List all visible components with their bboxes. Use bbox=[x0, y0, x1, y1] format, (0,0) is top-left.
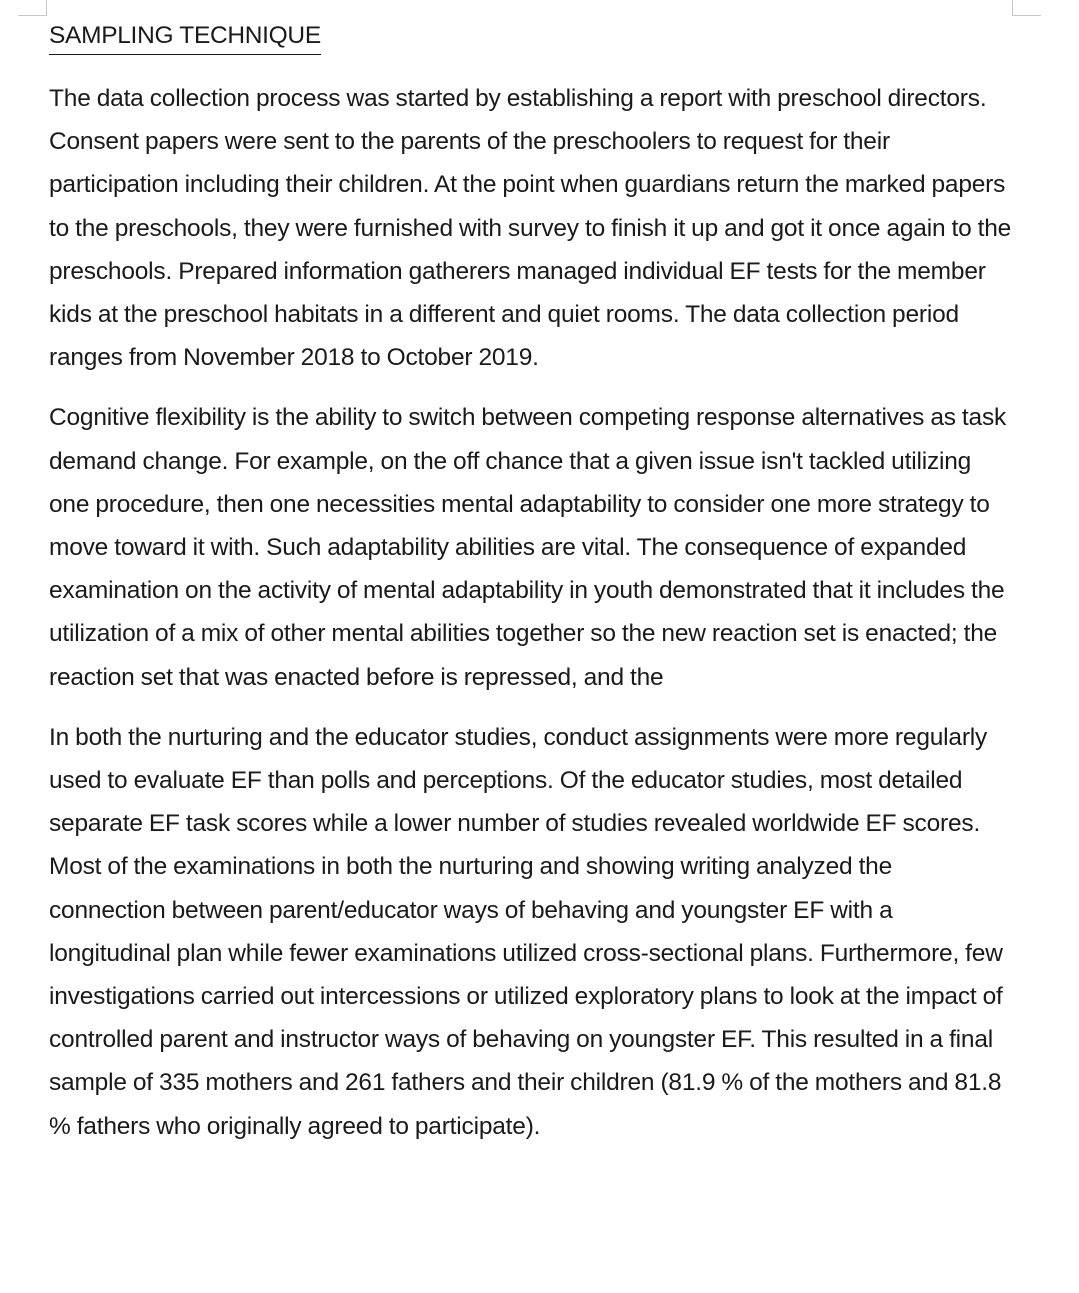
paragraph-cognitive-flexibility: Cognitive flexibility is the ability to switch between competing response alternatives as task demand change. For example, on the off chance that a given issue isn't tackled utilizing one procedure, then one necessities mental adaptability to consider one more strategy to move toward it with. Such adaptability abilities are vital. The consequence of expanded examination on the activity of mental adaptability in youth demonstrated that it includes the utilization of a mix of other mental abilities together so the new reaction set is enacted; the reaction set that was enacted before is repressed, and the bbox=[49, 404, 1007, 691]
paragraph-data-collection: The data collection process was started by establishing a report with preschool directors. Consent papers were sent to the parents of the preschoolers to request for their participation including their children. At the point when guardians return the marked papers to the preschools, they were furnished with survey to finish it up and got it once again to the preschools. Prepared information gatherers managed individual EF tests for the member kids at the preschool habitats in a different and quiet rooms. The data collection period ranges from November 2018 to October 2019. bbox=[49, 85, 1012, 372]
page-corner-mark-top-left bbox=[18, 0, 47, 16]
document-body bbox=[49, 18, 1019, 1165]
section-heading: SAMPLING TECHNIQUE bbox=[49, 18, 321, 55]
page-corner-mark-top-right bbox=[1012, 0, 1041, 16]
paragraph-studies-summary: In both the nurturing and the educator studies, conduct assignments were more regularly used to evaluate EF than polls and perceptions. Of the educator studies, most detailed separate EF task scores while a lower number of studies revealed worldwide EF scores. Most of the examinations in both the nurturing and showing writing analyzed the connection between parent/educator ways of behaving and youngster EF with a longitudinal plan while fewer examinations utilized cross-sectional plans. Furthermore, few investigations carried out intercessions or utilized exploratory plans to look at the impact of controlled parent and instructor ways of behaving on youngster EF. This resulted in a final sample of 335 mothers and 261 fathers and their children (81.9 % of the mothers and 81.8 % fathers who originally agreed to participate). bbox=[49, 723, 1003, 1140]
